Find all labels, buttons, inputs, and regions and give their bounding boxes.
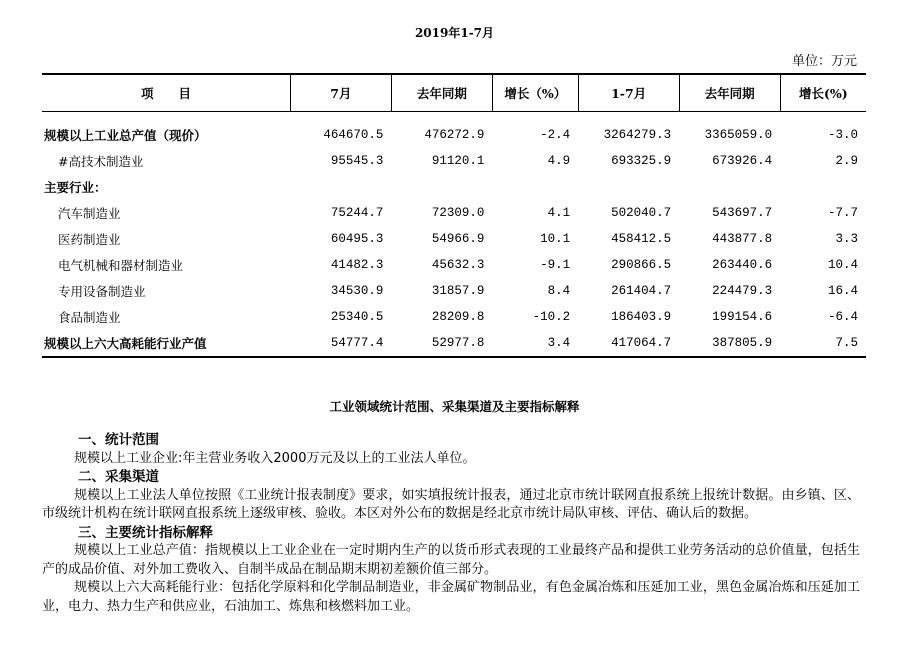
- table-cell: [290, 174, 391, 200]
- table-cell: 693325.9: [611, 154, 672, 168]
- paragraph-scope: 规模以上工业企业:年主营业务收入2000万元及以上的工业法人单位。: [74, 450, 476, 466]
- table-row: [42, 278, 866, 304]
- column-header-july: 7月: [290, 74, 391, 112]
- table-cell: 91120.1: [431, 154, 485, 168]
- table-cell: 75244.7: [330, 206, 384, 220]
- table-row: [42, 252, 866, 278]
- row-label: 电气机械和器材制造业: [58, 258, 184, 273]
- notes-title: 工业领域统计范围、采集渠道及主要指标解释: [329, 399, 580, 414]
- table-cell: 224479.3: [712, 284, 773, 298]
- table-cell: 673926.4: [712, 154, 773, 168]
- row-label: 规模以上工业总产值（现价）: [44, 128, 207, 143]
- table-cell: 3264279.3: [603, 128, 672, 142]
- row-label: 规模以上六大高耗能行业产值: [44, 336, 207, 351]
- table-cell: 464670.5: [323, 128, 384, 142]
- column-header-prev-ytd: 去年同期: [679, 74, 780, 112]
- table-cell: 2.9: [835, 154, 858, 168]
- table-cell: 60495.3: [330, 232, 384, 246]
- table-cell: 34530.9: [330, 284, 384, 298]
- row-label: 食品制造业: [58, 310, 121, 325]
- industry-stats-table: [42, 73, 866, 358]
- table-cell: 458412.5: [611, 232, 672, 246]
- table-row: [42, 330, 866, 357]
- section-heading-scope: 一、统计范围: [78, 432, 159, 448]
- column-header-item: 项 目: [42, 74, 290, 112]
- row-label: 汽车制造业: [58, 206, 121, 221]
- table-cell: 10.4: [827, 258, 858, 272]
- table-cell: -10.2: [532, 310, 571, 324]
- paragraph-indicator-energy: 规模以上六大高耗能行业：包括化学原料和化学制品制造业，非金属矿物制品业，有色金属冶炼和压延加工业，黑色金属冶炼和压延加工业，电力、热力生产和供应业，石油加工、炼焦和核燃料加工业。: [42, 580, 860, 614]
- table-spacer-row: [42, 112, 866, 123]
- table-row: [42, 304, 866, 330]
- table-cell: 502040.7: [611, 206, 672, 220]
- table-cell: [492, 174, 578, 200]
- table-row: [42, 174, 866, 200]
- row-label: 主要行业：: [44, 180, 107, 195]
- notes-section: [42, 431, 860, 616]
- table-cell: 31857.9: [431, 284, 485, 298]
- table-cell: 3.3: [835, 232, 858, 246]
- table-cell: 52977.8: [431, 336, 485, 350]
- table-cell: 45632.3: [431, 258, 485, 272]
- table-cell: -6.4: [827, 310, 858, 324]
- table-cell: 3.4: [547, 336, 571, 350]
- section-heading-indicators: 三、主要统计指标解释: [78, 524, 213, 541]
- table-cell: [578, 174, 679, 200]
- table-row: [42, 200, 866, 226]
- row-label: 专用设备制造业: [58, 284, 146, 299]
- table-cell: 8.4: [547, 284, 571, 298]
- table-cell: 54777.4: [330, 336, 384, 350]
- table-cell: 4.1: [547, 206, 571, 220]
- table-cell: 7.5: [835, 336, 858, 350]
- unit-label: 单位：万元: [791, 54, 857, 69]
- table-cell: 41482.3: [330, 258, 384, 272]
- table-cell: 95545.3: [330, 154, 384, 168]
- table-cell: 263440.6: [712, 258, 773, 272]
- column-header-prev-period: 去年同期: [391, 74, 492, 112]
- table-cell: [391, 174, 492, 200]
- table-cell: 54966.9: [431, 232, 485, 246]
- table-cell: [679, 174, 780, 200]
- table-cell: 261404.7: [611, 284, 672, 298]
- table-row: [42, 148, 866, 174]
- table-cell: 3365059.0: [704, 128, 773, 142]
- table-cell: 387805.9: [712, 336, 773, 350]
- table-cell: 199154.6: [712, 310, 773, 324]
- table-cell: [780, 174, 866, 200]
- table-cell: -9.1: [540, 258, 571, 272]
- table-cell: -2.4: [540, 128, 571, 142]
- table-cell: 25340.5: [330, 310, 384, 324]
- paragraph-channel: 规模以上工业法人单位按照《工业统计报表制度》要求，如实填报统计报表，通过北京市统计联网直报系统上报统计数据。由乡镇、区、市级统计机构在统计联网直报系统上逐级审核、验收。本区对外公布的数据是经北京市统计局队审核、评估、确认后的数据。: [42, 487, 860, 521]
- row-label: 医药制造业: [58, 232, 121, 247]
- table-cell: -3.0: [827, 128, 858, 142]
- table-row: [42, 226, 866, 252]
- table-body: [42, 112, 866, 358]
- column-header-ytd: 1-7月: [578, 74, 679, 112]
- table-cell: 290866.5: [611, 258, 672, 272]
- section-heading-channel: 二、采集渠道: [78, 469, 159, 485]
- paragraph-indicator-output: 规模以上工业总产值：指规模以上工业企业在一定时期内生产的以货币形式表现的工业最终产品和提供工业劳务活动的总价值量，包括生产的成品价值、对外加工费收入、自制半成品在制品期末期初差额价值三部分。: [42, 543, 860, 577]
- table-cell: 476272.9: [424, 128, 485, 142]
- table-cell: 443877.8: [712, 232, 773, 246]
- table-cell: -7.7: [827, 206, 858, 220]
- table-header-row: [42, 74, 866, 112]
- table-cell: 4.9: [547, 154, 571, 168]
- table-row: [42, 122, 866, 148]
- column-header-growth: 增长（%）: [492, 74, 578, 112]
- table-cell: 186403.9: [611, 310, 672, 324]
- table-cell: 417064.7: [611, 336, 672, 350]
- column-header-ytd-growth: 增长(%): [780, 74, 866, 112]
- table-cell: 10.1: [540, 232, 571, 246]
- report-period: 2019年1-7月: [414, 26, 495, 40]
- table-cell: 16.4: [827, 284, 858, 298]
- table-cell: 543697.7: [712, 206, 773, 220]
- row-label: #高技术制造业: [58, 154, 144, 169]
- table-cell: 28209.8: [431, 310, 485, 324]
- table-cell: 72309.0: [431, 206, 485, 220]
